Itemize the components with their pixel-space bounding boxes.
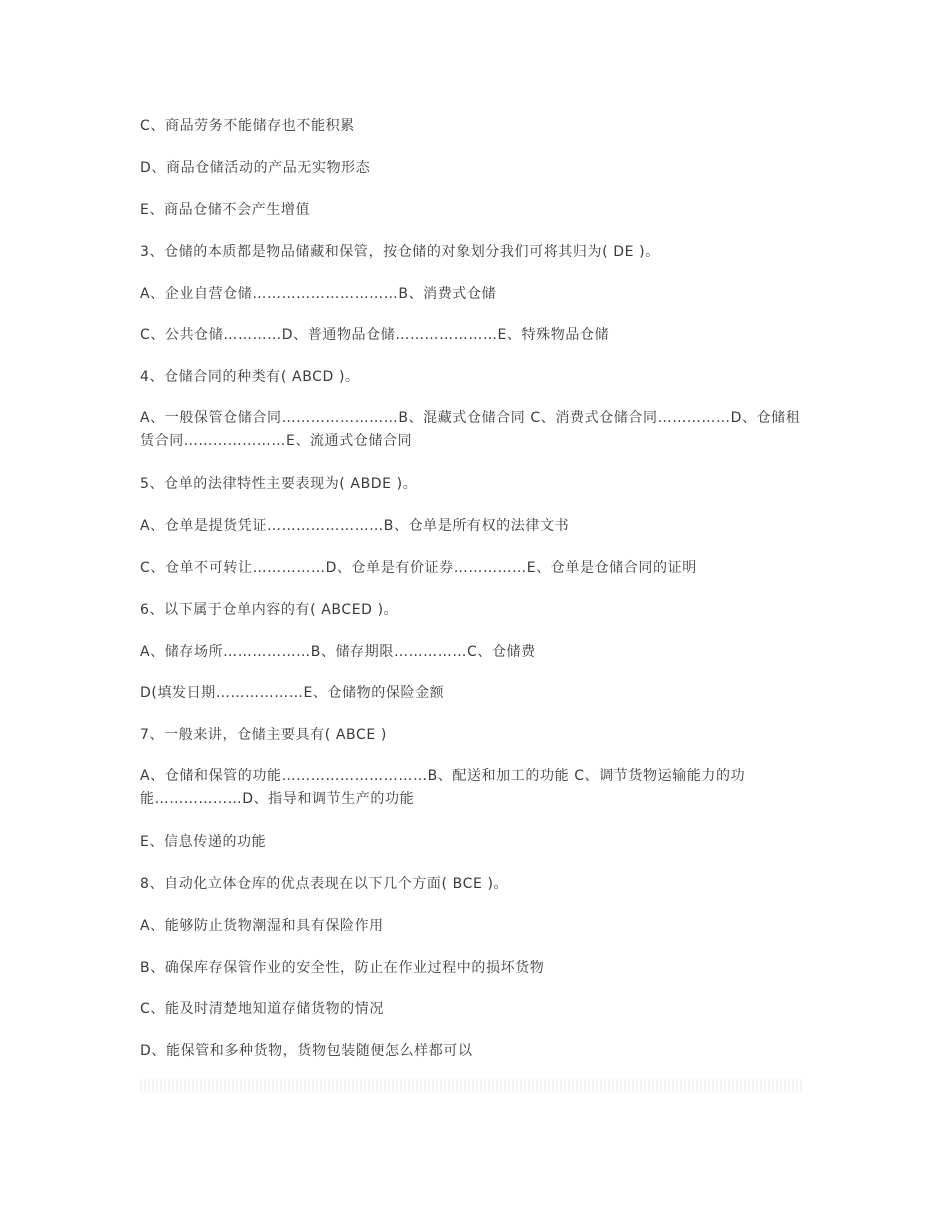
question-line: 3、仓储的本质都是物品储藏和保管，按仓储的对象划分我们可将其归为( DE )。 xyxy=(140,244,660,260)
option-line: C、商品劳务不能储存也不能积累 xyxy=(140,118,355,134)
question-line: 7、一般来讲，仓储主要具有( ABCE ) xyxy=(140,727,387,743)
option-line: A、企业自营仓储…………………………B、消费式仓储 xyxy=(140,286,497,302)
faint-footer-band xyxy=(140,1079,804,1093)
question-line: 5、仓单的法律特性主要表现为( ABDE )。 xyxy=(140,476,418,492)
question-line: 6、以下属于仓单内容的有( ABCED )。 xyxy=(140,602,399,618)
option-line: C、能及时清楚地知道存储货物的情况 xyxy=(140,1001,384,1017)
option-line: C、仓单不可转让……………D、仓单是有价证券……………E、仓单是仓储合同的证明 xyxy=(140,560,697,576)
option-line: D、能保管和多种货物，货物包装随便怎么样都可以 xyxy=(140,1043,473,1059)
option-line: D(填发日期………………E、仓储物的保险金额 xyxy=(140,685,445,701)
option-line: A、能够防止货物潮湿和具有保险作用 xyxy=(140,918,384,934)
option-line: A、仓储和保管的功能…………………………B、配送和加工的功能 C、调节货物运输能力的功能………………D、指导和调节生产的功能 xyxy=(140,768,746,807)
option-line: D、商品仓储活动的产品无实物形态 xyxy=(140,160,371,176)
option-line: E、信息传递的功能 xyxy=(140,834,267,850)
question-line: 4、仓储合同的种类有( ABCD )。 xyxy=(140,369,360,385)
option-line: A、仓单是提货凭证……………………B、仓单是所有权的法律文书 xyxy=(140,518,570,534)
option-line: A、一般保管仓储合同……………………B、混藏式仓储合同 C、消费式仓储合同……………D、仓储租赁合同…………………E、流通式仓储合同 xyxy=(140,410,801,449)
option-line: B、确保库存保管作业的安全性，防止在作业过程中的损坏货物 xyxy=(140,960,545,976)
option-line: A、储存场所………………B、储存期限……………C、仓储费 xyxy=(140,644,536,660)
option-line: C、公共仓储…………D、普通物品仓储…………………E、特殊物品仓储 xyxy=(140,327,610,343)
question-line: 8、自动化立体仓库的优点表现在以下几个方面( BCE )。 xyxy=(140,876,509,892)
option-line: E、商品仓储不会产生增值 xyxy=(140,202,311,218)
